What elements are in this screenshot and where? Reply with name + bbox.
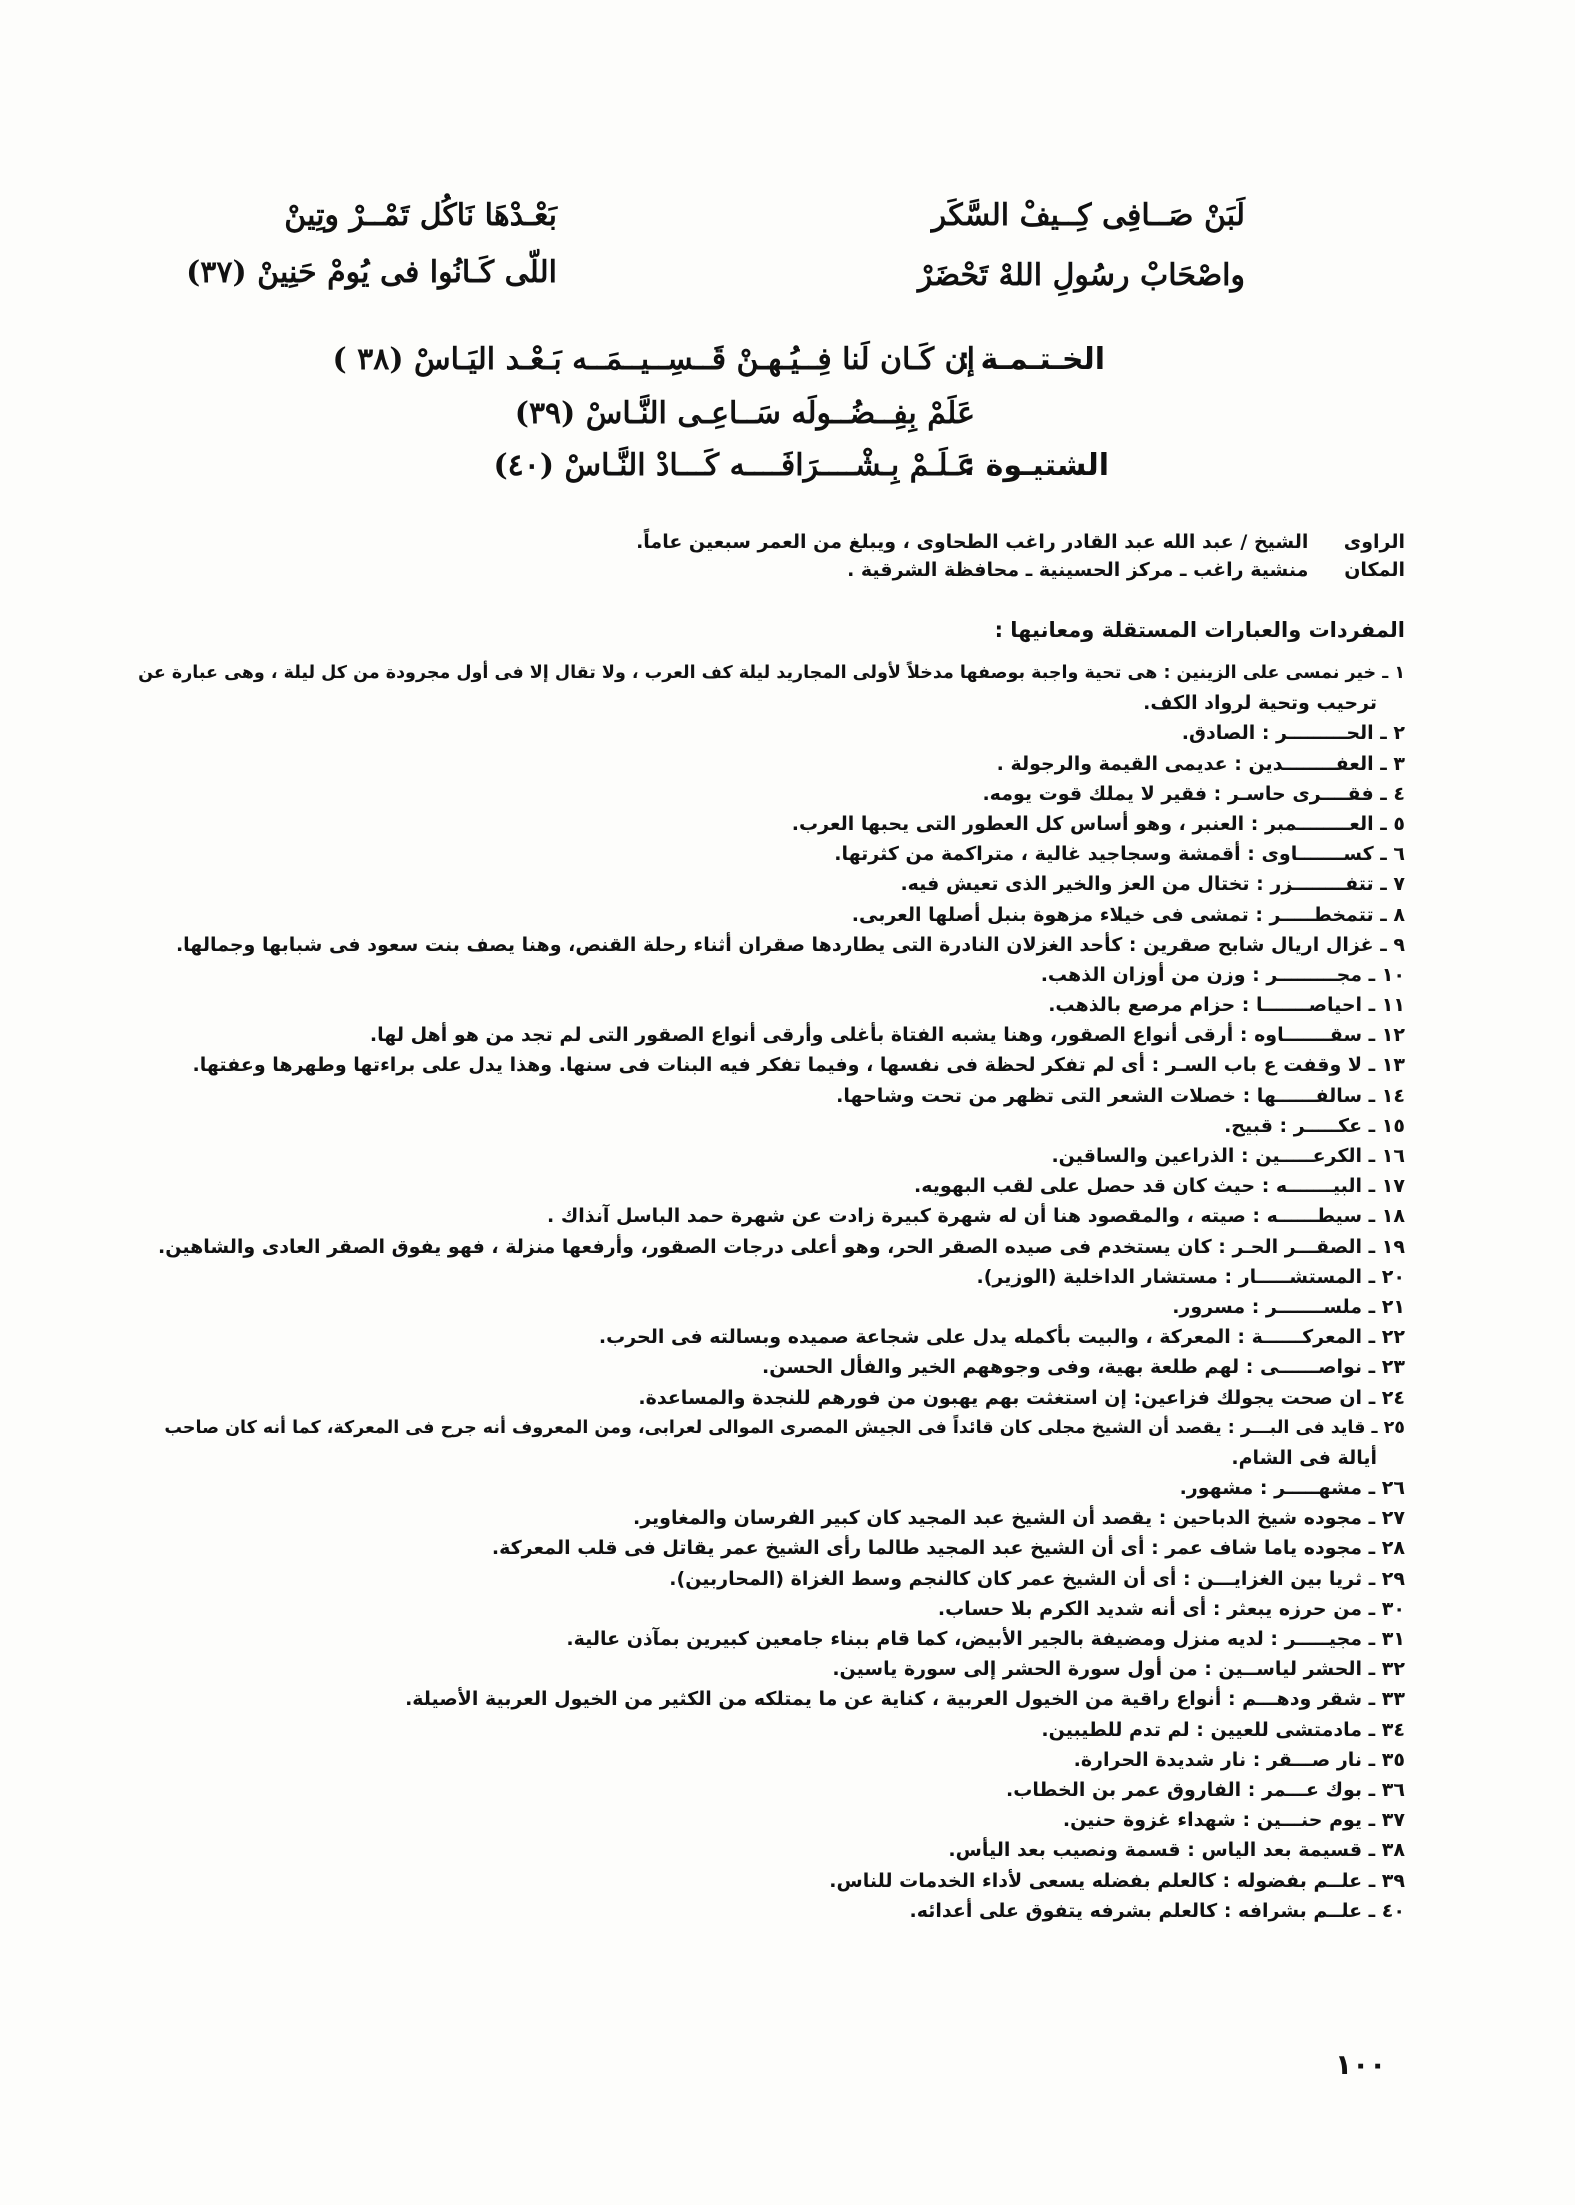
glossary-item: ٢٣ ـ نواصــــــى : لهم طلعة بهية، وفى وجوههم الخير والفأل الحسن. xyxy=(762,1356,1405,1379)
glossary-item: ٣٨ ـ قسيمة بعد الياس : قسمة ونصيب بعد اليأس. xyxy=(948,1839,1405,1862)
glossary-item: ٢٩ ـ ثريا بين الغزايـــن : أى أن الشيخ عمر كان كالنجم وسط الغزاة (المحاربين). xyxy=(669,1567,1405,1590)
narrator-label: الراوى xyxy=(1343,531,1405,553)
glossary-item: ٣٤ ـ مادمتشى للعيين : لم تدم للطيبين. xyxy=(1041,1718,1405,1741)
glossary-item: ٣٩ ـ علــم بفضوله : كالعلم بفضله يسعى لأداء الخدمات للناس. xyxy=(829,1869,1405,1892)
poem-verse-left-2: اللّى كَـانُوا فى يُومْ حَنِينْ (٣٧) xyxy=(186,255,557,290)
narrator-value: الشيخ / عبد الله عبد القادر راغب الطحاوى ، ويبلغ من العمر سبعين عاماً. xyxy=(636,531,1309,553)
glossary-item: ٨ ـ تتمخطـــــر : تمشى فى خيلاء مزهوة بنبل أصلها العربى. xyxy=(851,903,1405,926)
place-value: منشية راغب ـ مركز الحسينية ـ محافظة الشرقية . xyxy=(847,559,1309,581)
poem-verse-right-1: لَبَنْ صَــافِى كِــيفْ السَّكَر xyxy=(931,198,1245,233)
closing-label: الخـتـمـة : xyxy=(958,342,1105,377)
glossary-item: ٢٢ ـ المعركــــــة : المعركة ، والبيت بأكمله يدل على شجاعة صميده وبسالته فى الحرب. xyxy=(598,1326,1405,1349)
glossary-item: ٤٠ ـ علــم بشرافه : كالعلم بشرفه يتفوق على أعدائه. xyxy=(909,1899,1405,1922)
closing-line-2: عَلَمْ بِفِــضُــولَه سَــاعِـى النَّـاسْ (٣٩) xyxy=(514,396,975,431)
glossary-item: ١٧ ـ البيـــــــه : حيث كان قد حصل على لقب البهويه. xyxy=(914,1175,1405,1198)
glossary-item: ١١ ـ احياصـــــــا : حزام مرصع بالذهب. xyxy=(1048,994,1405,1017)
place-label: المكان xyxy=(1344,559,1405,581)
glossary-item: ١ ـ خير نمسى على الزينين : هى تحية واجبة بوصفها مدخلاً لأولى المجاريد ليلة كف العرب ، ولا تقال إلا فى أول مجرودة من كل ليلة ، وهى عبارة عن xyxy=(138,663,1405,683)
glossary-item: ١٠ ـ مجـــــــــر : وزن من أوزان الذهب. xyxy=(1040,963,1405,986)
glossary-item: ٣٣ ـ شقر ودهـــم : أنواع راقية من الخيول العربية ، كناية عن ما يمتلكه من الكثير من الخيول العربية الأصيلة. xyxy=(405,1688,1405,1711)
glossary-item: ٢١ ـ ملســـــــر : مسرور. xyxy=(1172,1295,1405,1318)
poem-verse-right-2: واصْحَابْ رسُولِ اللهْ تَحْضَرْ xyxy=(917,258,1245,293)
glossary-item: ٢٥ ـ قايد فى البـــر : يقصد أن الشيخ مجلى كان قائداً فى الجيش المصرى الموالى لعرابى، ومن المعروف أنه جرح فى المعركة، كما أنه كان صاحب xyxy=(164,1417,1405,1438)
poem-verse-left-1: بَعْـدْهَا نَاكُل تَمْــرْ وتِينْ xyxy=(284,198,557,233)
glossary-item-continuation: ترحيب وتحية لرواد الكف. xyxy=(1143,692,1377,715)
glossary-item: ٣٧ ـ يوم حنـــين : شهداء غزوة حنين. xyxy=(1062,1809,1405,1832)
glossary-item: ١٩ ـ الصقـــر الحـر : كان يستخدم فى صيده الصقر الحر، وهو أعلى درجات الصقور، وأرفعها منزلة ، فهو يفوق الصقر العادى والشاهين. xyxy=(158,1235,1405,1258)
glossary-item: ٢٧ ـ مجوده شيخ الدباحين : يقصد أن الشيخ عبد المجيد كان كبير الفرسان والمغاوير. xyxy=(633,1507,1405,1530)
glossary-item: ١٦ ـ الكرعـــــين : الذراعين والساقين. xyxy=(1051,1145,1405,1167)
glossary-item: ١٥ ـ عكـــــر : قبيح. xyxy=(1224,1114,1405,1137)
glossary-item: ٢٤ ـ ان صحت يجولك فزاعين: إن استغثت بهم يهبون من فورهم للنجدة والمساعدة. xyxy=(638,1386,1405,1409)
glossary-item: ٣٢ ـ الحشر لياســين : من أول سورة الحشر إلى سورة ياسين. xyxy=(832,1658,1405,1681)
glossary-item: ٣٠ ـ من حرزه يبعثر : أى أنه شديد الكرم بلا حساب. xyxy=(937,1597,1405,1620)
glossary-item: ٢٠ ـ المستشـــــار : مستشار الداخلية (الوزير). xyxy=(976,1265,1405,1288)
page-number: ١٠٠ xyxy=(1335,2048,1387,2081)
glossary-item: ٦ ـ كســـــــاوى : أقمشة وسجاجيد غالية ، متراكمة من كثرتها. xyxy=(834,843,1405,866)
glossary-item: ١٢ ـ سقـــــــاوه : أرقى أنواع الصقور، وهنا يشبه الفتاة بأغلى وأرقى أنواع الصقور التى لم تجد من هو أهل لها. xyxy=(369,1024,1405,1047)
glossary-item: ٣١ ـ مجيـــــر : لديه منزل ومضيفة بالجير الأبيض، كما قام ببناء جامعين كبيرين بمآذن عالية. xyxy=(566,1628,1405,1650)
closing-line-1: إن كَـان لَنا فِــيُـهـنْ قَــسِــيــمَــه بَـعْـد اليَـاسْ (٣٨ ) xyxy=(332,342,975,377)
glossary-item: ٣٦ ـ بوك عـــمر : الفاروق عمر بن الخطاب. xyxy=(1006,1778,1405,1801)
glossary-item-continuation: أيالة فى الشام. xyxy=(1231,1446,1377,1469)
glossary-item: ٥ ـ العــــــــمبر : العنبر ، وهو أساس كل العطور التى يحبها العرب. xyxy=(791,812,1405,835)
narrator-row xyxy=(636,528,1405,556)
glossary-item: ١٣ ـ لا وقفت ع باب السـر : أى لم تفكر لحظة فى نفسها ، وفيما تفكر فيه البنات فى سنها. وهذا يدل على براءتها وطهرها وعفتها. xyxy=(192,1054,1405,1077)
glossary-item: ٤ ـ فقــــرى حاسـر : فقير لا يملك قوت يومه. xyxy=(982,782,1405,805)
glossary-item: ٢ ـ الحـــــــــر : الصادق. xyxy=(1181,722,1405,745)
glossary-item: ٢٨ ـ مجوده ياما شاف عمر : أى أن الشيخ عبد المجيد طالما رأى الشيخ عمر يقاتل فى قلب المعركة. xyxy=(491,1537,1405,1560)
shatiwa-label: الشتيـوة : xyxy=(963,448,1109,483)
glossary-heading: المفردات والعبارات المستقلة ومعانيها : xyxy=(994,618,1405,642)
glossary-item: ٢٦ ـ مشهـــــر : مشهور. xyxy=(1179,1477,1405,1500)
glossary-item: ٩ ـ غزال اريال شابح صقرين : كأحد الغزلان النادرة التى يطاردها صقران أثناء رحلة القنص، وهنا يصف بنت سعود فى شبابها وجمالها. xyxy=(175,933,1405,956)
glossary-item: ١٤ ـ سالفــــــها : خصلات الشعر التى تظهر من تحت وشاحها. xyxy=(836,1084,1405,1107)
shatiwa-line: عَـلَـمْ بِـشْــــرَافَــــه كَـــادْ النَّـاسْ (٤٠) xyxy=(493,448,975,483)
glossary-item: ٧ ـ تتفــــــــزر : تختال من العز والخير الذى تعيش فيه. xyxy=(900,873,1405,896)
glossary-item: ١٨ ـ سيطــــــه : صيته ، والمقصود هنا أن له شهرة كبيرة زادت عن شهرة حمد الباسل آنذاك . xyxy=(547,1205,1405,1228)
glossary-item: ٣ ـ العفــــــــدين : عديمى القيمة والرجولة . xyxy=(996,752,1405,775)
place-row xyxy=(847,556,1405,584)
glossary-item: ٣٥ ـ نار صـــقر : نار شديدة الحرارة. xyxy=(1073,1748,1405,1771)
glossary-list xyxy=(130,658,1405,1926)
